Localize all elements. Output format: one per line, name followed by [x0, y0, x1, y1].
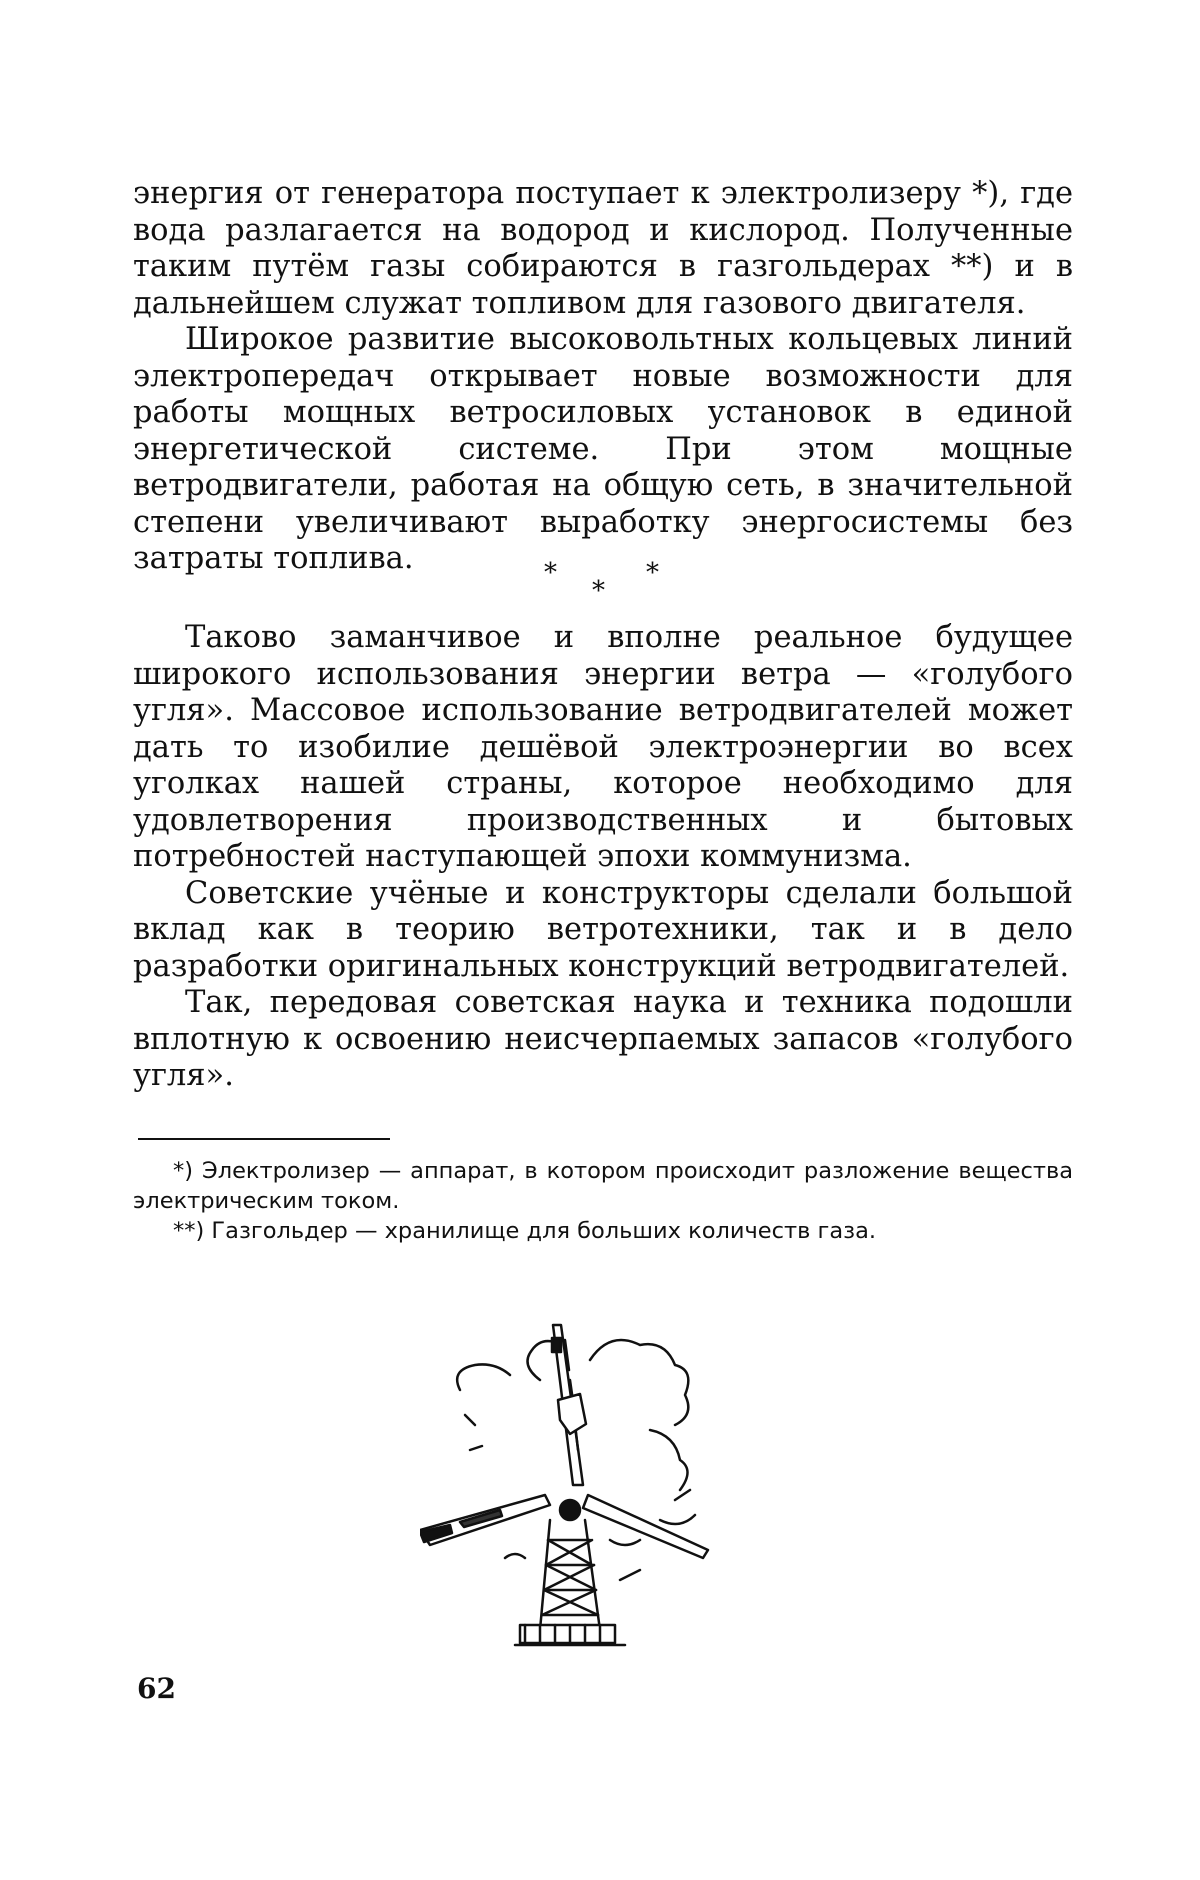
asterisk: *: [544, 560, 557, 586]
asterisk: *: [646, 560, 659, 586]
paragraph: Так, передовая советская наука и техника подошли вплотную к освоению неисчерпаемых запасов «голубого угля».: [133, 985, 1073, 1095]
paragraph: Таково заманчивое и вполне реальное будущее широкого использования энергии ветра — «голубого угля». Массовое использование ветродвигателей может дать то изобилие дешёвой электроэнергии во всех уголках нашей страны, которое необходимо для удовлетворения производственных и бытовых потребностей наступающей эпохи коммунизма.: [133, 620, 1073, 876]
book-page: [0, 0, 1200, 1880]
main-text-bottom: [133, 620, 1073, 1095]
footnotes: [133, 1156, 1073, 1246]
main-text-top: [133, 176, 1073, 578]
paragraph: энергия от генератора поступает к электролизеру *), где вода разлагается на водород и кислород. Полученные таким путём газы собираются в газгольдерах **) и в дальнейшем служат топливом для газового двигателя.: [133, 176, 1073, 322]
asterisk: *: [592, 578, 605, 604]
section-separator-asterisks: [540, 558, 670, 608]
wind-turbine-illustration: [420, 1320, 780, 1660]
page-number: 62: [137, 1672, 176, 1705]
footnote: **) Газгольдер — хранилище для больших количеств газа.: [133, 1216, 1073, 1246]
footnote: *) Электролизер — аппарат, в котором происходит разложение вещества электрическим током.: [133, 1156, 1073, 1216]
paragraph: Широкое развитие высоковольтных кольцевых линий электропередач открывает новые возможности для работы мощных ветросиловых установок в единой энергетической системе. При этом мощные ветродвигатели, работая на общую сеть, в значительной степени увеличивают выработку энергосистемы без затраты топлива.: [133, 322, 1073, 578]
paragraph: Советские учёные и конструкторы сделали большой вклад как в теорию ветротехники, так и в дело разработки оригинальных конструкций ветродвигателей.: [133, 876, 1073, 986]
footnote-divider: [138, 1138, 390, 1140]
